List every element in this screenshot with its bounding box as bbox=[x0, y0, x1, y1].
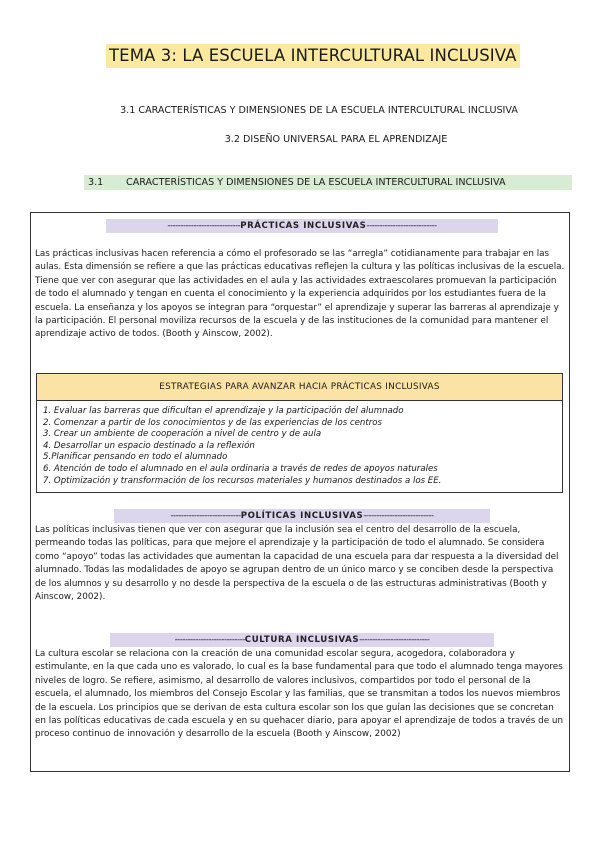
estrategia-item: 3. Crear un ambiente de cooperación a nivel de centro y de aula bbox=[43, 429, 322, 440]
banner-dashes-left: --------------------------- bbox=[174, 635, 245, 645]
estrategias-box bbox=[36, 373, 563, 493]
politicas-paragraph: Las políticas inclusivas tienen que ver con asegurar que la inclusión sea el centro del desarrollo de la escuela, permeando todas las políticas, para que mejore el aprendizaje y la participación de todo el alumnado. Se considera como “apoyo” todas las actividades que aumentan la capacidad de una escuela para dar respuesta a la diversidad del alumnado. Todas las modalidades de apoyo se agrupan dentro de un único marco y se conciben desde la perspectiva de los alumnos y su desarrollo y no desde la perspectiva de la escuela o de las estructuras administrativas (Booth y Ainscow, 2002). bbox=[35, 525, 559, 603]
banner-dashes-left: --------------------------- bbox=[170, 511, 241, 521]
banner-dashes-right: --------------------------- bbox=[359, 635, 430, 645]
estrategia-item: 4. Desarrollar un espacio destinado a la reflexión bbox=[43, 440, 255, 451]
subtitle-3-1: 3.1 CARACTERÍSTICAS Y DIMENSIONES DE LA ESCUELA INTERCULTURAL INCLUSIVA bbox=[120, 105, 518, 116]
practicas-banner bbox=[106, 219, 498, 233]
practicas-banner-title: PRÁCTICAS INCLUSIVAS bbox=[240, 221, 367, 231]
estrategia-item: 2. Comenzar a partir de los conocimientos y de las experiencias de los centros bbox=[43, 417, 383, 428]
estrategias-heading: ESTRATEGIAS PARA AVANZAR HACIA PRÁCTICAS INCLUSIVAS bbox=[37, 374, 562, 401]
cultura-paragraph: La cultura escolar se relaciona con la creación de una comunidad escolar segura, acogedora, colaboradora y estimulante, en la que cada uno es valorado, lo cual es la base fundamental para que todo el alumnado tenga mayores niveles de logro. Se refiere, asimismo, al desarrollo de valores inclusivos, compartidos por todo el personal de la escuela, el alumnado, los miembros del Consejo Escolar y las familias, que se transmitan a todos los nuevos miembros de la escuela. Los principios que se derivan de esta cultura escolar son los que guían las decisiones que se concretan en las políticas educativas de cada escuela y en su quehacer diario, para apoyar el aprendizaje de todos a través de un proceso continuo de innovación y desarrollo de la escuela (Booth y Ainscow, 2002) bbox=[35, 649, 564, 740]
banner-dashes-right: --------------------------- bbox=[366, 221, 437, 231]
estrategia-item: 7. Optimización y transformación de los recursos materiales y humanos destinados a los EE. bbox=[43, 475, 442, 486]
politicas-banner-title: POLÍTICAS INCLUSIVAS bbox=[240, 511, 364, 521]
cultura-banner-title: CULTURA INCLUSIVAS bbox=[244, 635, 360, 645]
banner-dashes-right: --------------------------- bbox=[363, 511, 434, 521]
cultura-banner bbox=[110, 633, 494, 647]
estrategia-item: 5.Planificar pensando en todo el alumnado bbox=[43, 452, 228, 463]
section-heading: CARACTERÍSTICAS Y DIMENSIONES DE LA ESCUELA INTERCULTURAL INCLUSIVA bbox=[126, 177, 506, 188]
section-number: 3.1 bbox=[88, 177, 104, 188]
estrategias-list bbox=[37, 401, 562, 487]
estrategia-item: 1. Evaluar las barreras que dificultan el aprendizaje y la participación del alumnado bbox=[43, 406, 404, 416]
practicas-paragraph: Las prácticas inclusivas hacen referencia a cómo el profesorado se las “arregla” cotidianamente para trabajar en las aulas. Esta dimensión se refiere a que las prácticas educativas reflejen la cultura y las políticas inclusivas de la escuela. Tiene que ver con asegurar que las actividades en el aula y las actividades extraescolares promuevan la participación de todo el alumnado y tengan en cuenta el conocimiento y la experiencia adquiridos por los estudiantes fuera de la escuela. La enseñanza y los apoyos se integran para “orquestar” el aprendizaje y superar las barreras al aprendizaje y la participación. El personal moviliza recursos de la escuela y de las instituciones de la comunidad para mantener el aprendizaje activo de todos. (Booth y Ainscow, 2002). bbox=[35, 249, 565, 340]
estrategia-item: 6. Atención de todo el alumnado en el aula ordinaria a través de redes de apoyos naturales bbox=[43, 463, 438, 474]
subtitle-3-2: 3.2 DISEÑO UNIVERSAL PARA EL APRENDIZAJE bbox=[224, 134, 448, 145]
document-title: TEMA 3: LA ESCUELA INTERCULTURAL INCLUSIVA bbox=[106, 44, 520, 68]
banner-dashes-left: ---------------------------- bbox=[167, 221, 241, 231]
section-heading-bar bbox=[84, 175, 572, 190]
politicas-banner bbox=[114, 509, 490, 523]
